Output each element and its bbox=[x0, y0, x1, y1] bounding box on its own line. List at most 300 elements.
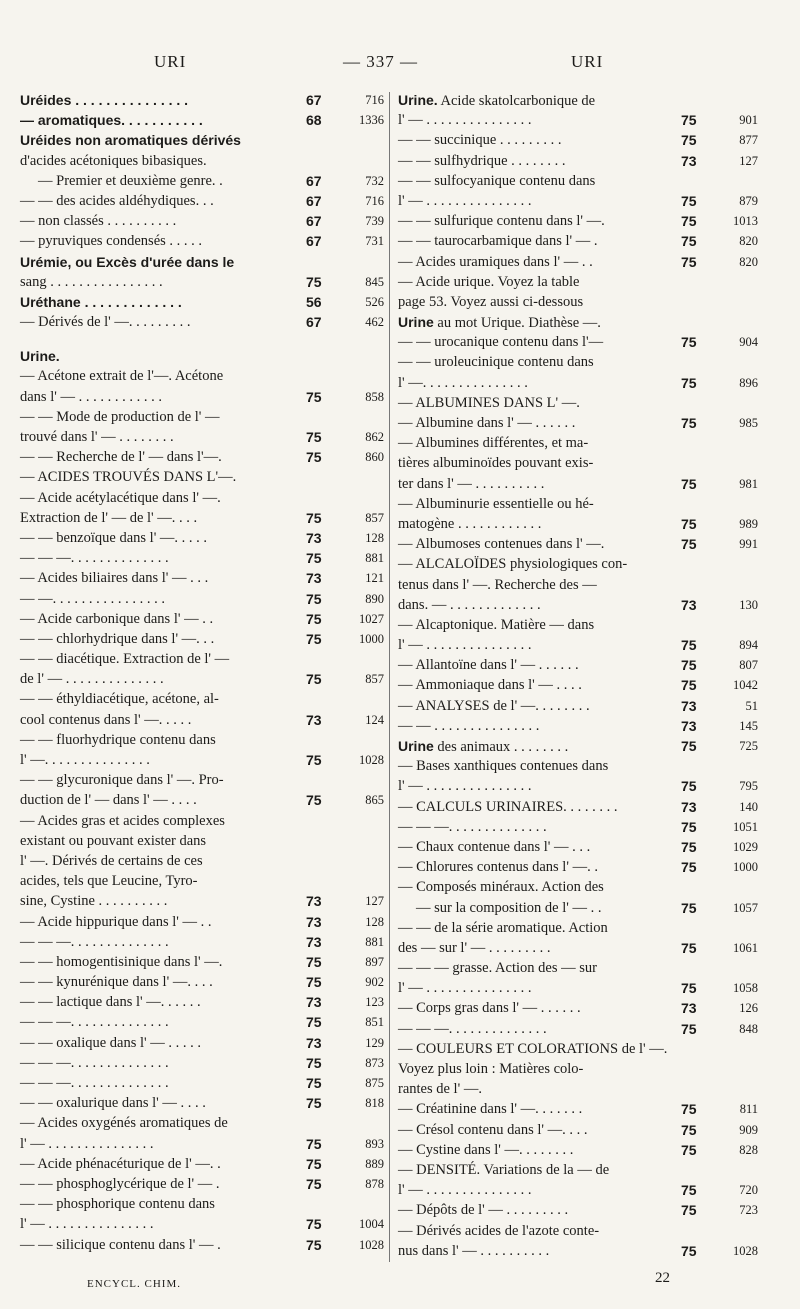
page-ref: 909 bbox=[739, 1122, 758, 1137]
page-ref: 739 bbox=[365, 214, 384, 229]
volume-number: 75 bbox=[681, 132, 697, 149]
index-entry bbox=[398, 1120, 758, 1140]
volume-number: 67 bbox=[306, 172, 322, 189]
index-entry bbox=[398, 252, 758, 272]
index-entry bbox=[20, 689, 384, 709]
index-entry bbox=[20, 528, 384, 548]
volume-number: 75 bbox=[306, 752, 322, 768]
index-entry bbox=[20, 110, 384, 130]
page-ref: 904 bbox=[739, 335, 758, 350]
entry-text: Voyez plus loin : Matières colo- bbox=[398, 1061, 584, 1077]
entry-text: — — Mode de production de l' — bbox=[20, 408, 220, 425]
index-entry bbox=[398, 655, 758, 675]
volume-number: 75 bbox=[306, 509, 322, 526]
entry-text: — Acide phénacéturique de l' —. . bbox=[20, 1155, 221, 1172]
page-ref: 526 bbox=[365, 294, 384, 309]
index-entry bbox=[398, 352, 758, 372]
index-entry bbox=[20, 90, 384, 110]
page-ref: 896 bbox=[739, 375, 758, 390]
page-ref: 858 bbox=[365, 389, 384, 404]
index-entry bbox=[398, 615, 758, 635]
index-entry bbox=[20, 407, 384, 427]
volume-number: 73 bbox=[306, 570, 322, 587]
entry-text: l' —. . . . . . . . . . . . . . . bbox=[398, 374, 528, 391]
index-entry bbox=[398, 837, 758, 857]
index-entry bbox=[398, 312, 758, 332]
entry-text: Urémie, ou Excès d'urée dans le bbox=[20, 253, 235, 270]
index-entry bbox=[20, 387, 384, 407]
index-entry bbox=[398, 272, 758, 292]
index-entry bbox=[20, 1113, 384, 1133]
index-entry bbox=[20, 191, 384, 211]
entry-text: Uréides non aromatiques dérivés bbox=[20, 132, 241, 149]
index-entry bbox=[20, 629, 384, 649]
column-divider bbox=[389, 92, 390, 1262]
page-ref: 881 bbox=[365, 934, 384, 949]
entry-text: Uréides . . . . . . . . . . . . . . . bbox=[20, 92, 189, 108]
page-ref: 1336 bbox=[359, 113, 384, 128]
entry-text: — — kynurénique dans l' —. . . . bbox=[20, 974, 213, 991]
index-entry bbox=[20, 669, 384, 689]
volume-number: 75 bbox=[681, 1182, 697, 1199]
page-ref: 716 bbox=[365, 93, 384, 107]
entry-text: — Acide hippurique dans l' — . . bbox=[20, 913, 212, 930]
volume-number: 75 bbox=[306, 974, 322, 991]
index-entry bbox=[20, 972, 384, 992]
entry-text: l' — . . . . . . . . . . . . . . . bbox=[398, 778, 532, 795]
entry-text: — — des acides aldéhydiques. . . bbox=[20, 192, 214, 209]
index-entry bbox=[20, 1134, 384, 1154]
index-entry bbox=[398, 474, 758, 494]
entry-text: l' — . . . . . . . . . . . . . . . bbox=[398, 112, 532, 129]
entry-text: Urine. Acide skatolcarbonique de bbox=[398, 92, 596, 109]
entry-text: — CALCULS URINAIRES. . . . . . . . bbox=[398, 798, 618, 815]
entry-text: — Corps gras dans l' — . . . . . . bbox=[398, 1000, 581, 1017]
entry-text: duction de l' — dans l' — . . . . bbox=[20, 792, 197, 809]
volume-number: 73 bbox=[306, 933, 322, 950]
volume-number: 75 bbox=[681, 838, 697, 855]
entry-text: de l' — . . . . . . . . . . . . . . bbox=[20, 671, 164, 688]
volume-number: 75 bbox=[306, 273, 322, 290]
index-entry bbox=[398, 1241, 758, 1261]
index-entry bbox=[398, 978, 758, 998]
index-column-right bbox=[398, 90, 758, 1261]
index-entry bbox=[20, 467, 384, 487]
volume-number: 75 bbox=[306, 1054, 322, 1071]
entry-text: dans l' — . . . . . . . . . . . . bbox=[20, 388, 162, 405]
index-entry bbox=[398, 998, 758, 1018]
index-entry bbox=[398, 130, 758, 150]
entry-text: — Alcaptonique. Matière — dans bbox=[398, 616, 595, 633]
index-entry bbox=[398, 716, 758, 736]
index-entry bbox=[398, 1079, 758, 1099]
index-entry bbox=[20, 1053, 384, 1073]
entry-text: — — de la série aromatique. Action bbox=[398, 919, 608, 936]
volume-number: 75 bbox=[306, 610, 322, 627]
entry-text: — — lactique dans l' —. . . . . . bbox=[20, 994, 201, 1011]
index-entry bbox=[398, 857, 758, 877]
page-ref: 720 bbox=[739, 1183, 758, 1198]
section-spacer bbox=[20, 332, 384, 346]
page-ref: 1042 bbox=[733, 678, 758, 693]
page-ref: 851 bbox=[365, 1015, 384, 1030]
volume-number: 75 bbox=[681, 939, 697, 956]
index-entry bbox=[20, 1154, 384, 1174]
page-ref: 820 bbox=[739, 234, 758, 249]
entry-text: tières albuminoïdes pouvant exis- bbox=[398, 455, 594, 472]
running-header bbox=[0, 46, 800, 76]
index-entry bbox=[398, 938, 758, 958]
page-ref: 123 bbox=[365, 995, 384, 1010]
volume-number: 75 bbox=[306, 550, 322, 567]
page-ref: 723 bbox=[739, 1203, 758, 1218]
index-entry bbox=[398, 1099, 758, 1119]
index-column-left bbox=[20, 90, 384, 1255]
volume-number: 67 bbox=[306, 314, 322, 331]
index-entry bbox=[20, 346, 384, 366]
index-entry bbox=[398, 90, 758, 110]
volume-number: 73 bbox=[306, 994, 322, 1011]
index-entry bbox=[398, 776, 758, 796]
entry-text: — COULEURS ET COLORATIONS de l' —. bbox=[398, 1040, 668, 1057]
index-entry bbox=[398, 514, 758, 534]
entry-text: — Albuminurie essentielle ou hé- bbox=[398, 495, 594, 512]
entry-text: — Premier et deuxième genre. . bbox=[38, 172, 223, 189]
entry-text: — — fluorhydrique contenu dans bbox=[20, 731, 216, 748]
entry-text: Urine. bbox=[20, 348, 60, 365]
entry-text: — Chaux contenue dans l' — . . . bbox=[398, 838, 591, 855]
index-entry bbox=[398, 1140, 758, 1160]
volume-number: 75 bbox=[306, 1236, 322, 1253]
volume-number: 75 bbox=[681, 980, 697, 997]
volume-number: 73 bbox=[681, 1000, 697, 1017]
index-entry bbox=[20, 1093, 384, 1113]
volume-number: 73 bbox=[681, 717, 697, 734]
volume-number: 75 bbox=[681, 334, 697, 351]
page-ref: 981 bbox=[739, 476, 758, 491]
footer-signature: ENCYCL. CHIM. bbox=[87, 1278, 181, 1290]
page-ref: 716 bbox=[365, 193, 384, 208]
entry-text: — Albumines différentes, et ma- bbox=[398, 435, 589, 452]
index-entry bbox=[398, 332, 758, 352]
entry-text: — — —. . . . . . . . . . . . . . bbox=[20, 1054, 169, 1071]
entry-text: — Crésol contenu dans l' —. . . . bbox=[398, 1121, 588, 1138]
volume-number: 75 bbox=[681, 192, 697, 209]
entry-text: — ALCALOÏDES physiologiques con- bbox=[398, 556, 628, 573]
page-ref: 1028 bbox=[733, 1243, 758, 1258]
page-ref: 848 bbox=[739, 1021, 758, 1036]
entry-text: — — sulfhydrique . . . . . . . . bbox=[398, 152, 566, 169]
entry-text: — ALBUMINES DANS L' —. bbox=[398, 394, 580, 411]
index-entry bbox=[398, 191, 758, 211]
page-number: — 337 — bbox=[343, 52, 418, 71]
page-ref: 145 bbox=[739, 718, 758, 733]
volume-number: 75 bbox=[306, 449, 322, 466]
index-entry bbox=[398, 231, 758, 251]
entry-text: — Acides biliaires dans l' — . . . bbox=[20, 570, 209, 587]
page-ref: 1061 bbox=[733, 940, 758, 955]
volume-number: 75 bbox=[306, 388, 322, 405]
volume-number: 75 bbox=[306, 1155, 322, 1172]
index-entry bbox=[20, 992, 384, 1012]
volume-number: 75 bbox=[681, 1242, 697, 1259]
volume-number: 75 bbox=[306, 590, 322, 607]
page-ref: 1027 bbox=[359, 611, 384, 626]
entry-text: l' —. Dérivés de certains de ces bbox=[20, 852, 203, 869]
page-ref: 1051 bbox=[733, 819, 758, 834]
index-entry bbox=[20, 811, 384, 831]
volume-number: 73 bbox=[681, 596, 697, 613]
page-ref: 1028 bbox=[359, 753, 384, 767]
entry-text: — — chlorhydrique dans l' —. . . bbox=[20, 630, 215, 647]
entry-text: — Acides uramiques dans l' — . . bbox=[398, 253, 593, 270]
index-entry bbox=[20, 447, 384, 467]
entry-text: — Acide carbonique dans l' — . . bbox=[20, 610, 214, 627]
volume-number: 73 bbox=[306, 1034, 322, 1051]
page-ref: 878 bbox=[365, 1176, 384, 1191]
entry-text: matogène . . . . . . . . . . . . bbox=[398, 515, 542, 532]
entry-text: — DENSITÉ. Variations de la — de bbox=[398, 1161, 610, 1178]
entry-text: — — —. . . . . . . . . . . . . . bbox=[20, 933, 169, 950]
volume-number: 75 bbox=[306, 1175, 322, 1192]
entry-text: — aromatiques. . . . . . . . . . . bbox=[20, 112, 203, 129]
volume-number: 75 bbox=[681, 738, 697, 754]
entry-text: — Dérivés de l' —. . . . . . . . . bbox=[20, 314, 191, 331]
index-entry bbox=[398, 635, 758, 655]
entry-text: — — benzoïque dans l' —. . . . . bbox=[20, 529, 208, 546]
page-ref: 1029 bbox=[733, 839, 758, 854]
index-entry bbox=[20, 649, 384, 669]
page-ref: 140 bbox=[739, 799, 758, 814]
volume-number: 75 bbox=[681, 818, 697, 835]
volume-number: 67 bbox=[306, 213, 322, 230]
page-ref: 121 bbox=[365, 571, 384, 586]
page-ref: 1013 bbox=[733, 214, 758, 229]
entry-text: — — succinique . . . . . . . . . bbox=[398, 132, 562, 149]
page-ref: 128 bbox=[365, 530, 384, 545]
volume-number: 75 bbox=[306, 1135, 322, 1152]
page-ref: 879 bbox=[739, 193, 758, 208]
volume-number: 75 bbox=[681, 778, 697, 795]
page-ref: 902 bbox=[365, 975, 384, 990]
page-ref: 901 bbox=[739, 113, 758, 128]
page-ref: 862 bbox=[365, 430, 384, 444]
page-ref: 1057 bbox=[733, 900, 758, 915]
index-entry bbox=[20, 366, 384, 386]
index-entry bbox=[398, 1221, 758, 1241]
page-ref: 811 bbox=[739, 1102, 758, 1117]
page-ref: 893 bbox=[365, 1136, 384, 1151]
index-entry bbox=[398, 292, 758, 312]
entry-text: — — oxalurique dans l' — . . . . bbox=[20, 1095, 206, 1112]
entry-text: — — . . . . . . . . . . . . . . . bbox=[398, 717, 540, 734]
entry-text: sang . . . . . . . . . . . . . . . . bbox=[20, 273, 163, 290]
index-entry bbox=[20, 488, 384, 508]
page-ref: 124 bbox=[365, 712, 384, 727]
entry-text: — — oxalique dans l' — . . . . . bbox=[20, 1034, 202, 1051]
index-entry bbox=[20, 1012, 384, 1032]
index-entry bbox=[20, 831, 384, 851]
index-entry bbox=[20, 151, 384, 171]
page-ref: 860 bbox=[365, 450, 384, 465]
entry-text: — Acide urique. Voyez la table bbox=[398, 273, 580, 290]
entry-text: Uréthane . . . . . . . . . . . . . bbox=[20, 293, 182, 310]
index-entry bbox=[20, 710, 384, 730]
volume-number: 75 bbox=[681, 859, 697, 876]
index-entry bbox=[20, 932, 384, 952]
index-entry bbox=[398, 151, 758, 171]
index-entry bbox=[20, 548, 384, 568]
entry-text: Urine des animaux . . . . . . . . bbox=[398, 738, 569, 755]
volume-number: 75 bbox=[681, 253, 697, 270]
index-entry bbox=[398, 433, 758, 453]
index-entry bbox=[398, 1160, 758, 1180]
entry-text: — — —. . . . . . . . . . . . . . bbox=[20, 550, 169, 567]
entry-text: — — glycuronique dans l' —. Pro- bbox=[20, 772, 224, 789]
index-entry bbox=[20, 891, 384, 911]
index-entry bbox=[20, 589, 384, 609]
volume-number: 75 bbox=[306, 1075, 322, 1091]
page-ref: 51 bbox=[745, 698, 758, 713]
page-ref: 985 bbox=[739, 416, 758, 430]
index-entry bbox=[398, 898, 758, 918]
volume-number: 68 bbox=[306, 112, 322, 129]
index-entry bbox=[20, 231, 384, 251]
index-entry bbox=[398, 696, 758, 716]
index-entry bbox=[20, 1073, 384, 1093]
index-entry bbox=[398, 575, 758, 595]
entry-text: — Dépôts de l' — . . . . . . . . . bbox=[398, 1202, 569, 1219]
index-entry bbox=[398, 817, 758, 837]
page-ref: 873 bbox=[365, 1055, 384, 1070]
volume-number: 56 bbox=[306, 293, 322, 310]
entry-text: l' — . . . . . . . . . . . . . . . bbox=[20, 1216, 154, 1233]
entry-text: nus dans l' — . . . . . . . . . . bbox=[398, 1242, 550, 1259]
page-ref: 128 bbox=[365, 914, 384, 929]
page-ref: 129 bbox=[365, 1035, 384, 1050]
page-ref: 828 bbox=[739, 1142, 758, 1157]
index-entry bbox=[20, 952, 384, 972]
entry-text: — — Recherche de l' — dans l'—. bbox=[20, 449, 222, 466]
page-ref: 1028 bbox=[359, 1237, 384, 1252]
volume-number: 75 bbox=[681, 475, 697, 492]
index-entry bbox=[20, 272, 384, 292]
page-ref: 1000 bbox=[733, 860, 758, 875]
index-entry bbox=[398, 595, 758, 615]
index-entry bbox=[20, 292, 384, 312]
volume-number: 75 bbox=[681, 637, 697, 654]
entry-text: — — —. . . . . . . . . . . . . . bbox=[20, 1014, 169, 1031]
entry-text: — Acide acétylacétique dans l' —. bbox=[20, 489, 221, 506]
index-entry bbox=[398, 171, 758, 191]
volume-number: 75 bbox=[306, 1014, 322, 1031]
entry-text: — ANALYSES de l' —. . . . . . . . bbox=[398, 697, 590, 714]
entry-text: — — taurocarbamique dans l' — . bbox=[398, 233, 598, 250]
volume-number: 73 bbox=[306, 529, 322, 546]
index-entry bbox=[20, 130, 384, 150]
entry-text: — — phosphoglycérique de l' — . bbox=[20, 1175, 220, 1192]
index-entry bbox=[398, 554, 758, 574]
index-entry bbox=[398, 413, 758, 433]
page-ref: 1058 bbox=[733, 981, 758, 996]
volume-number: 75 bbox=[681, 657, 697, 674]
index-entry bbox=[398, 1180, 758, 1200]
entry-text: — Dérivés acides de l'azote conte- bbox=[398, 1222, 600, 1239]
entry-text: cool contenus dans l' —. . . . . bbox=[20, 711, 192, 728]
entry-keyword: Urine bbox=[398, 314, 434, 331]
index-entry bbox=[398, 675, 758, 695]
volume-number: 75 bbox=[306, 630, 322, 647]
index-entry bbox=[20, 312, 384, 332]
index-entry bbox=[20, 1194, 384, 1214]
page-ref: 857 bbox=[365, 510, 384, 525]
entry-text: page 53. Voyez aussi ci-dessous bbox=[398, 293, 584, 310]
entry-text: — Composés minéraux. Action des bbox=[398, 879, 604, 896]
index-entry bbox=[20, 790, 384, 810]
index-entry bbox=[20, 1033, 384, 1053]
entry-text: ter dans l' — . . . . . . . . . . bbox=[398, 475, 545, 492]
volume-number: 73 bbox=[681, 697, 697, 714]
entry-text: — Bases xanthiques contenues dans bbox=[398, 758, 609, 775]
index-entry bbox=[398, 211, 758, 231]
entry-text: — Ammoniaque dans l' — . . . . bbox=[398, 677, 582, 694]
index-entry bbox=[20, 568, 384, 588]
volume-number: 75 bbox=[681, 1020, 697, 1037]
entry-text: trouvé dans l' — . . . . . . . . bbox=[20, 429, 174, 445]
entry-text: — Albumoses contenues dans l' —. bbox=[398, 536, 605, 553]
index-entry bbox=[398, 918, 758, 938]
entry-keyword: Urine. bbox=[398, 92, 438, 108]
index-entry bbox=[20, 211, 384, 231]
index-entry bbox=[398, 1200, 758, 1220]
entry-text: — — —. . . . . . . . . . . . . . bbox=[398, 1020, 547, 1037]
entry-text: — — diacétique. Extraction de l' — bbox=[20, 651, 230, 668]
volume-number: 75 bbox=[306, 429, 322, 445]
index-entry bbox=[20, 1235, 384, 1255]
entry-text: — ACIDES TROUVÉS DANS L'—. bbox=[20, 469, 237, 486]
volume-number: 75 bbox=[306, 953, 322, 970]
volume-number: 75 bbox=[681, 374, 697, 391]
index-entry bbox=[398, 494, 758, 514]
entry-text: sine, Cystine . . . . . . . . . . bbox=[20, 893, 168, 910]
entry-text: — — sulfurique contenu dans l' —. bbox=[398, 213, 605, 230]
volume-number: 75 bbox=[681, 415, 697, 431]
volume-number: 75 bbox=[306, 792, 322, 809]
index-entry bbox=[398, 534, 758, 554]
volume-number: 73 bbox=[681, 152, 697, 169]
entry-text: — Allantoïne dans l' — . . . . . . bbox=[398, 657, 579, 674]
volume-number: 75 bbox=[681, 515, 697, 532]
entry-text: acides, tels que Leucine, Tyro- bbox=[20, 873, 198, 890]
volume-number: 67 bbox=[306, 192, 322, 209]
sheet-number: 22 bbox=[655, 1270, 670, 1286]
header-right: URI bbox=[571, 52, 604, 71]
volume-number: 67 bbox=[306, 92, 322, 108]
page-ref: 897 bbox=[365, 954, 384, 969]
entry-text: Extraction de l' — de l' —. . . . bbox=[20, 509, 198, 526]
entry-text: — non classés . . . . . . . . . . bbox=[20, 213, 177, 230]
page-ref: 462 bbox=[365, 315, 384, 330]
index-entry bbox=[398, 877, 758, 897]
index-entry bbox=[398, 393, 758, 413]
page-ref: 894 bbox=[739, 638, 758, 653]
volume-number: 75 bbox=[681, 1141, 697, 1158]
entry-text: l' —. . . . . . . . . . . . . . . bbox=[20, 752, 150, 768]
entry-text: — — uroleucinique contenu dans bbox=[398, 354, 594, 371]
entry-text: dans. — . . . . . . . . . . . . . bbox=[398, 596, 541, 613]
page-ref: 989 bbox=[739, 516, 758, 531]
volume-number: 73 bbox=[681, 798, 697, 815]
